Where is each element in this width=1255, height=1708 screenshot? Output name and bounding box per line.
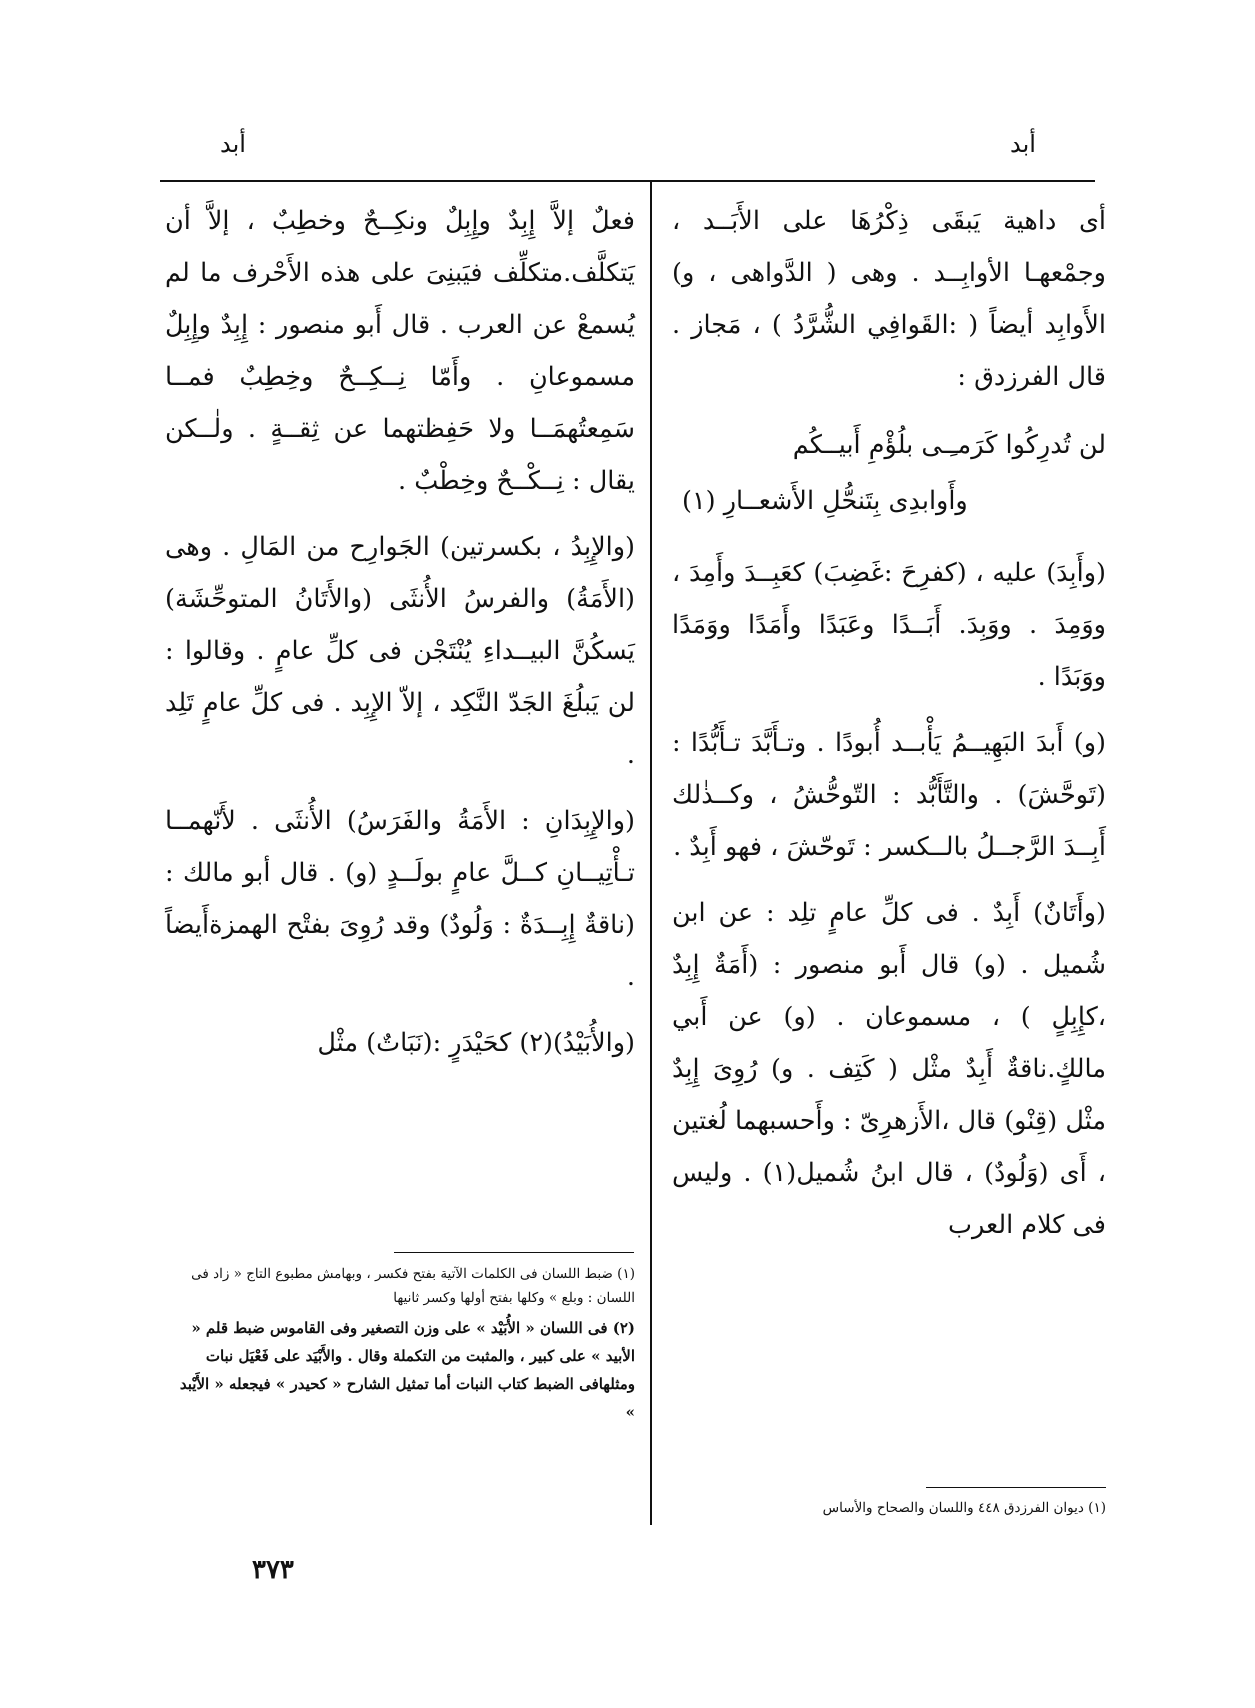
poetry-verse bbox=[672, 417, 1106, 529]
entry-paragraph: فعلٌ إلاَّ إِبِدٌ وإِبِلٌ ونكِــحٌ وخطِبٌ ، إلاَّ أن يَتكلَّف.متكلِّف فيَبنِىَ على هذه الأَحْرف ما لم يُسمعْ عن العرب . قال أَبو منصور : إِبِدٌ وإِبِلٌ مسموعانِ . وأَمّا نِــكِــحٌ وخِطِبٌ فمــا سَمِعتُهمَــا ولا حَفِظتهما عن ثِقــةٍ . ولٰــكن يقال : نِــكْــحٌ وخِطْبٌ . bbox=[165, 206, 635, 496]
entry-paragraph: (و) أَبدَ البَهِيــمُ يَأْبــد أُبودًا . وتـأَبَّدَ تـأَبُّدًا : (تَوحَّشَ) . والتَّأَبُّد : التّوحُّشُ ، وكــذٰلك أَبِــدَ الرَّجــلُ بالــكسر : تَوحّشَ ، فهو أَبِدٌ . bbox=[672, 728, 1106, 862]
entry-paragraph: (والإِبِدُ ، بكسرتين) الجَوارِح من المَالِ . وهى (الأَمَةُ) والفرسُ الأُنثَى (والأَتَانُ المتوحِّشَة) يَسكُنَّ البيــداءِ يُنْتَجْن فى كلِّ عامٍ . وقالوا : لن يَبلُغَ الجَدّ النَّكِد ، إلاّ الإِبِد . فى كلِّ عامٍ تَلِد . bbox=[165, 532, 635, 770]
running-header-right: أبد bbox=[1010, 130, 1036, 158]
entry-paragraph: (والأُبَيْدُ)(٢) كحَيْدَرٍ :(نَبَاتٌ) مثْل bbox=[317, 1028, 635, 1058]
entry-paragraph: (وأَتَانٌ) أَبِدٌ . فى كلِّ عامٍ تلِد : عن ابن شُميل . (و) قال أَبو منصور : (أَمَةٌ إِبِدٌ ،كإِبِلٍ ) ، مسموعان . (و) عن أَبي مالكٍ.ناقةٌ أَبِدٌ مثْل ( كَتِف . و) رُوِىَ إِبِدٌ مثْل (قِنْو) قال ،الأَزهرِىّ : وأَحسبهما لُغتين ، أَى (وَلُودٌ) ، قال ابنُ شُميل(١) . وليس فى كلام العرب bbox=[672, 898, 1106, 1240]
footnotes-left bbox=[170, 1262, 635, 1430]
column-divider bbox=[650, 180, 652, 1525]
footnote: (١) ضبط اللسان فى الكلمات الآتية بفتح فكسر ، وبهامش مطبوع التاج « زاد فى اللسان : وبلع » وكلها بفتح أولها وكسر ثانيها bbox=[191, 1266, 635, 1306]
footnote: (٢) فى اللسان « الأُبَيْد » على وزن التصغير وفى القاموس ضبط قلم « الأبيد » على كبير ، والمثبت من التكملة وقال . والأَبْيَد على فَعْيَل نبات ومثلهافى الضبط كتاب النبات أما تمثيل الشارح « كحيدر » فيجعله « الأَيْبد » bbox=[179, 1319, 635, 1421]
entry-paragraph: أى داهية يَبقَى ذِكْرُهَا على الأَبَــد ، وجمْعهـا الأوابِــد . وهى ( الدَّواهى ، و) الأَوابِد أيضاً ( :القَوافِي الشُّرَّدُ ) ، مَجاز . قال الفرزدق : bbox=[672, 206, 1106, 392]
entry-paragraph: (وأَبِدَ) عليه ، (كفرِحَ :غَضِبَ) كعَبِــدَ وأَمِدَ ، ووَمِدَ . ووَبِدَ. أَبَــدًا وعَبَدًا وأَمَدًا ووَمَدًا ووَبَدًا . bbox=[672, 558, 1106, 692]
right-column bbox=[672, 195, 1106, 1265]
footnotes-right bbox=[672, 1496, 1106, 1524]
page-number: ٣٧٣ bbox=[252, 1555, 294, 1585]
verse-line-1: لن تُدرِكُوا كَرَمـِـى بلُؤْمِ أَبيــكُم bbox=[792, 430, 1106, 460]
header-rule bbox=[160, 180, 1095, 182]
left-column bbox=[165, 195, 635, 1083]
footnote: (١) ديوان الفرزدق ٤٤٨ واللسان والصحاح والأساس bbox=[822, 1500, 1106, 1516]
entry-paragraph: (والإِبِدَانِ : الأَمَةُ والفَرَسُ) الأُنثَى . لأَنّهمــا تـأْتِيــانِ كــلَّ عامٍ بولَــدٍ (و) . قال أبو مالك : (ناقةٌ إِبِــدَةٌ : وَلُودٌ) وقد رُوِىَ بفتْح الهمزةأَيضاً . bbox=[165, 806, 635, 992]
verse-line-2: وأَوابدِى بِتَنحُّلِ الأَشعــارِ (١) bbox=[682, 486, 968, 516]
footnote-rule-left bbox=[394, 1252, 634, 1253]
running-header-left: أبد bbox=[220, 130, 246, 158]
footnote-rule-right bbox=[926, 1487, 1106, 1488]
